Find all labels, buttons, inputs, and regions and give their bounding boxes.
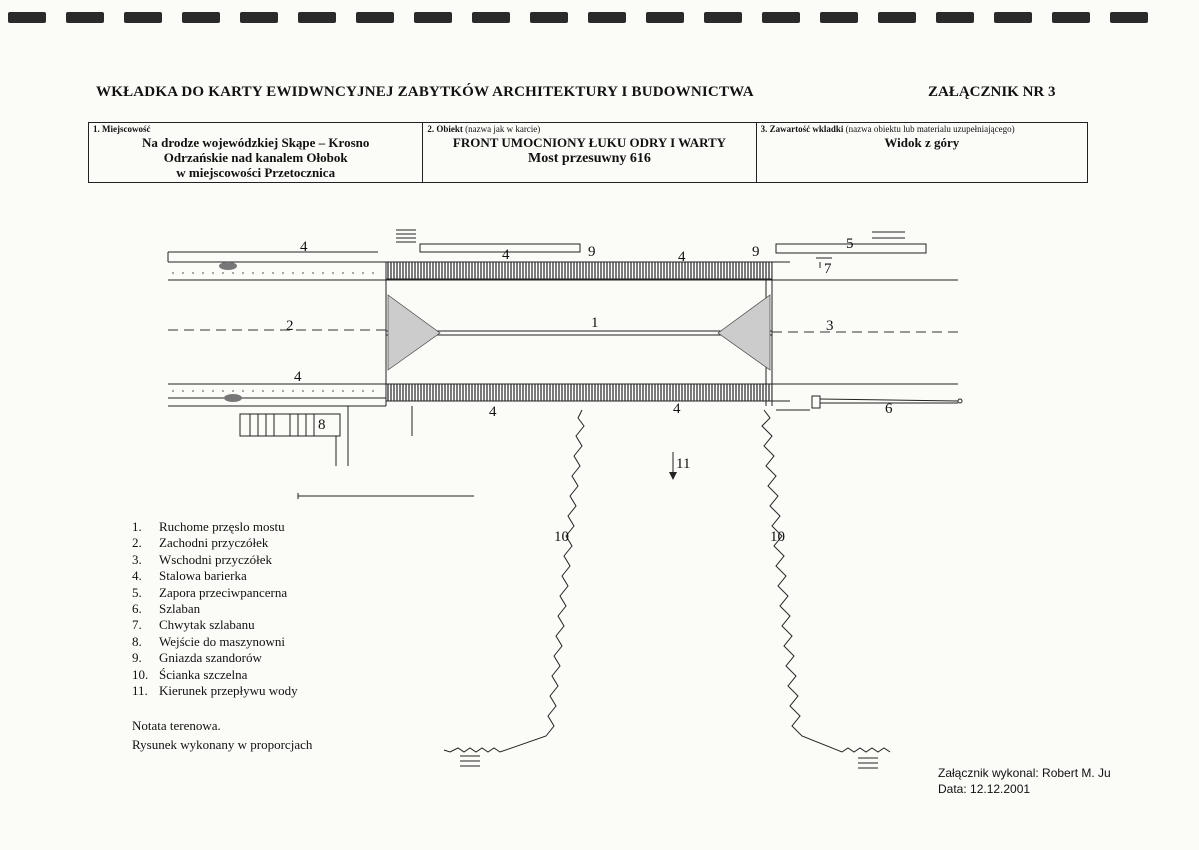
label-10: 10 xyxy=(770,529,785,545)
legend xyxy=(132,519,298,699)
label-5: 5 xyxy=(846,236,854,252)
sheet-pile-west xyxy=(444,410,584,752)
label-10: 10 xyxy=(554,529,569,545)
legend-item: 5. Zapora przeciwpancerna xyxy=(132,584,288,600)
label-11: 11 xyxy=(676,456,691,472)
locality-line: Na drodze wojewódzkiej Skąpe – Krosno xyxy=(141,135,370,150)
pile-footing xyxy=(460,756,878,768)
label-3: 3 xyxy=(826,318,834,334)
machine-room-entrance xyxy=(240,406,412,466)
label-8: 8 xyxy=(318,417,326,433)
locality-line: Odrzańskie nad kanalem Ołobok xyxy=(163,150,348,165)
east-abutment xyxy=(772,262,958,401)
sheet-pile-east xyxy=(762,410,890,752)
label-4: 4 xyxy=(489,404,497,420)
date: Data: 12.12.2001 xyxy=(938,782,1031,796)
legend-item: 3. Wschodni przyczółek xyxy=(132,551,272,567)
content-label: 3. Zawartość wkladki (nazwa obiektu lub materialu uzupełniającego) xyxy=(760,124,1015,134)
label-9: 9 xyxy=(752,244,760,260)
legend-item: 9. Gniazda szandorów xyxy=(132,650,262,666)
author: Załącznik wykonal: Robert M. Ju xyxy=(938,766,1111,780)
label-4: 4 xyxy=(294,369,302,385)
footer xyxy=(938,765,1111,797)
legend-item: 11. Kierunek przepływu wody xyxy=(132,683,298,699)
label-6: 6 xyxy=(885,401,893,417)
note-line: Notata terenowa. xyxy=(132,718,221,733)
legend-item: 6. Szlaban xyxy=(132,601,201,617)
note-line: Rysunek wykonany w proporcjach xyxy=(132,737,313,752)
label-9: 9 xyxy=(588,244,596,260)
label-4: 4 xyxy=(678,249,686,265)
label-7: 7 xyxy=(824,261,832,277)
rubble-mark xyxy=(219,262,237,270)
object-line: FRONT UMOCNIONY ŁUKU ODRY I WARTY xyxy=(452,135,727,150)
legend-item: 8. Wejście do maszynowni xyxy=(132,633,286,649)
label-2: 2 xyxy=(286,318,294,334)
label-4: 4 xyxy=(300,239,308,255)
locality-label: 1. Miejscowość xyxy=(93,124,151,134)
label-1: 1 xyxy=(591,315,599,331)
movable-span xyxy=(386,262,772,406)
label-4: 4 xyxy=(502,247,510,263)
label-4: 4 xyxy=(673,401,681,417)
rubble-mark xyxy=(224,394,242,402)
legend-item: 4. Stalowa barierka xyxy=(132,568,247,584)
content-line: Widok z góry xyxy=(884,135,960,150)
west-abutment xyxy=(168,252,386,406)
legend-item: 7. Chwytak szlabanu xyxy=(132,617,255,633)
object-line: Most przesuwny 616 xyxy=(528,151,651,166)
object-label: 2. Obiekt (nazwa jak w karcie) xyxy=(427,124,541,134)
field-note xyxy=(132,716,312,754)
legend-item: 1. Ruchome przęslo mostu xyxy=(132,519,285,534)
annex-number: ZAŁĄCZNIK NR 3 xyxy=(928,84,1056,100)
locality-line: w miejscowości Przetocznica xyxy=(176,165,336,180)
legend-item: 2. Zachodni przyczółek xyxy=(132,535,269,551)
legend-item: 10. Ścianka szczelna xyxy=(132,666,248,682)
document-title: WKŁADKA DO KARTY EWIDWNCYJNEJ ZABYTKÓW ARCHITEKTURY I BUDOWNICTWA xyxy=(96,84,754,100)
barrier-gate xyxy=(776,396,962,410)
scale-bar xyxy=(298,493,474,499)
